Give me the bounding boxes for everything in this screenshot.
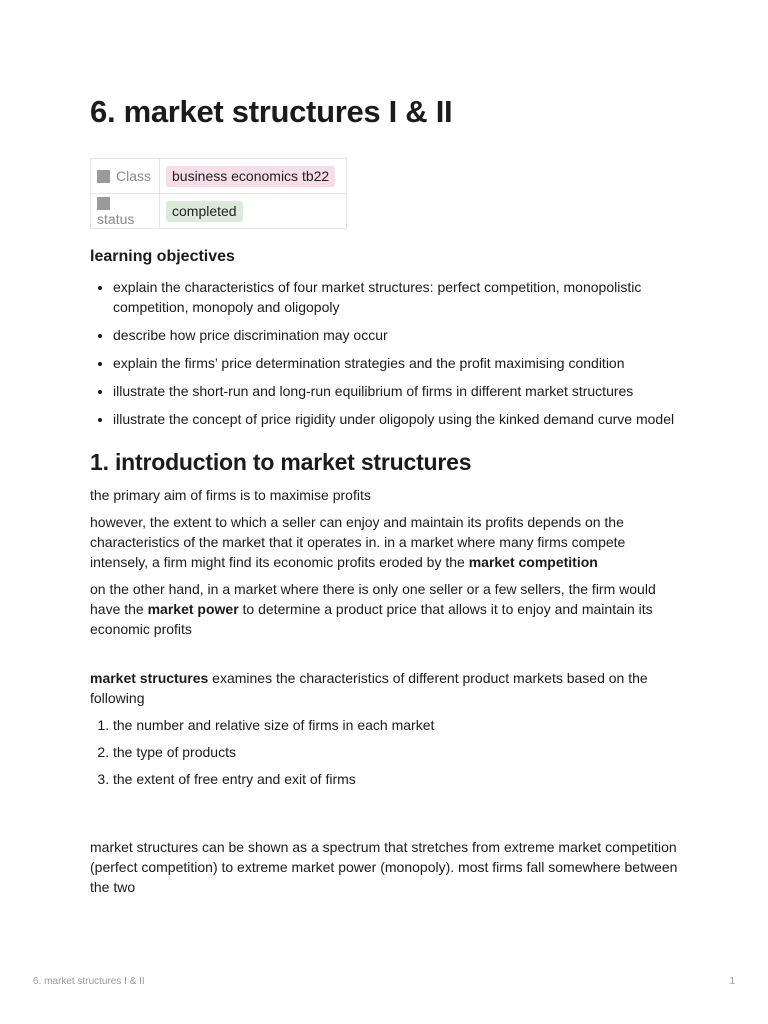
list-item: • explain the firms’ price determination strategies and the profit maximising condition	[113, 353, 680, 373]
paragraph-primary-aim	[90, 485, 680, 505]
property-key	[91, 159, 160, 194]
paragraph-market-competition	[90, 512, 680, 572]
property-key	[91, 194, 160, 229]
footer-title: 6. market structures I & II	[33, 976, 145, 987]
market-structure-factors-list	[90, 715, 680, 789]
list-item: 2. the type of products	[113, 742, 680, 762]
text: the primary aim of firms is to maximise profits	[90, 487, 371, 503]
property-label: Class	[116, 168, 152, 184]
paragraph-market-power	[90, 579, 680, 639]
bold-term-market-structures: market structures	[90, 670, 209, 686]
paragraph-market-structures	[90, 668, 680, 708]
page-title: 6. market structures I & II	[90, 94, 453, 129]
property-value	[160, 159, 347, 194]
section-heading-introduction: 1. introduction to market structures	[90, 449, 472, 475]
list-item: • illustrate the concept of price rigidity under oligopoly using the kinked demand curve model	[113, 409, 680, 429]
text: to determine a product price that allows it to enjoy and maintain its economic profits	[90, 601, 653, 637]
list-item: • explain the characteristics of four market structures: perfect competition, monopolistic competition, monopoly and oligopoly	[113, 277, 680, 317]
class-tag: business economics tb22	[166, 166, 335, 187]
list-item: 3. the extent of free entry and exit of firms	[113, 769, 680, 789]
list-item: • illustrate the short-run and long-run equilibrium of firms in different market structures	[113, 381, 680, 401]
property-label: status	[97, 211, 135, 227]
property-list-icon	[97, 197, 110, 210]
bold-term-market-power: market power	[147, 601, 239, 617]
text: market structures can be shown as a spectrum that stretches from extreme market competition (perfect competition) to extreme market power (monopoly). most firms fall somewhere between the two	[90, 839, 678, 895]
bold-term-market-competition: market competition	[468, 554, 598, 570]
text: on the other hand, in a market where there is only one seller or a few sellers, the firm would have the	[90, 581, 656, 617]
paragraph-spectrum	[90, 837, 680, 897]
text: however, the extent to which a seller can enjoy and maintain its profits depends on the characteristics of the market that it operates in. in a market where many firms compete intensely, a firm might find its economic profits eroded by the	[90, 514, 626, 570]
spacer	[90, 646, 680, 668]
property-list-icon	[97, 170, 110, 183]
list-item: • describe how price discrimination may occur	[113, 325, 680, 345]
footer-page-number: 1	[729, 976, 735, 987]
list-item: 1. the number and relative size of firms in each market	[113, 715, 680, 735]
property-row-class	[91, 159, 347, 194]
text: examines the characteristics of different product markets based on the following	[90, 670, 648, 706]
learning-objectives-list	[90, 277, 680, 429]
learning-objectives-heading: learning objectives	[90, 248, 235, 265]
property-value	[160, 194, 347, 229]
status-tag: completed	[166, 201, 243, 222]
property-row-status	[91, 194, 347, 229]
properties-table	[90, 158, 347, 229]
document-page	[90, 92, 680, 904]
spacer	[90, 815, 680, 837]
